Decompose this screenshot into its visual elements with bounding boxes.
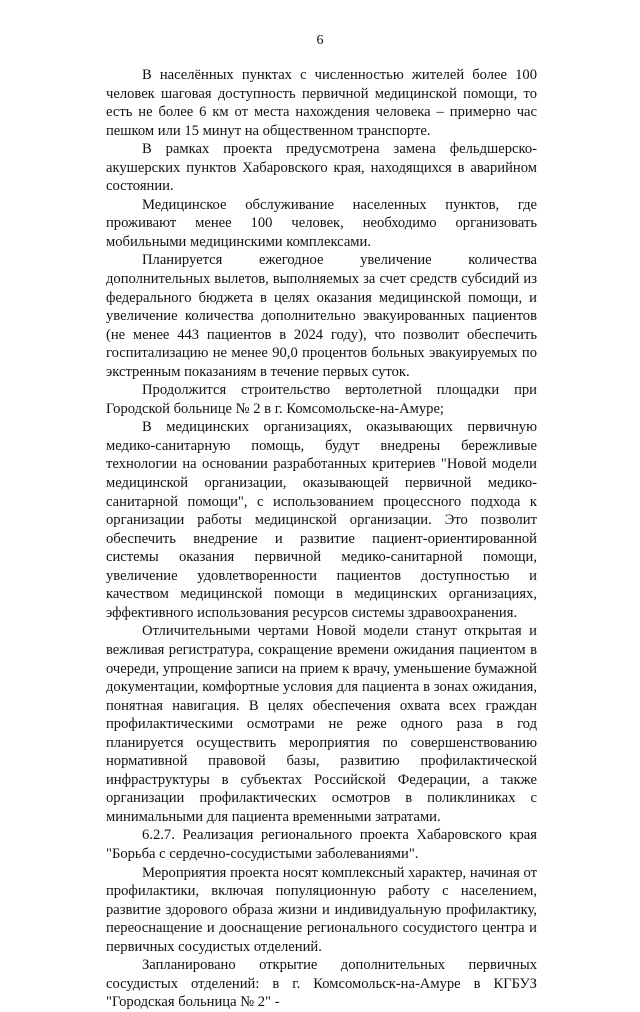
paragraph-lean-technologies: В медицинских организациях, оказывающих первичную медико-санитарную помощь, будут внедрены бережливые технологии на основании разработанных критериев "Новой модели медицинской организации, оказывающей первичной медико-санитарной помощи", с использованием процессного подхода к организации работы медицинской организации. Это позволит обеспечить внедрение и развитие пациент-ориентированной системы оказания первичной медико-санитарной помощи, увеличение удовлетворенности пациентов доступностью и качеством медицинской помощи в медицинских организациях, эффективного использования ресурсов системы здравоохранения. xyxy=(106,419,537,621)
paragraph-fap-replacement: В рамках проекта предусмотрена замена фельдшерско-акушерских пунктов Хабаровского края, находящихся в аварийном состоянии. xyxy=(106,141,537,195)
paragraph-new-model-features: Отличительными чертами Новой модели станут открытая и вежливая регистратура, сокращение времени ожидания пациентом в очереди, упрощение записи на прием к врачу, уменьшение бумажной документации, комфортные условия для пациента в зонах ожидания, понятная навигация. В целях обеспечения охвата всех граждан профилактическими осмотрами не реже одного раза в год планируется осуществить мероприятия по совершенствованию нормативной правовой базы, развитию профилактической инфраструктуры в субъектах Российской Федерации, а также организации профилактических осмотров в поликлиниках с минимальными для пациента временными затратами. xyxy=(106,623,537,825)
page-number: 6 xyxy=(316,33,324,48)
paragraph-walking-distance: В населённых пунктах с численностью жителей более 100 человек шаговая доступность первичной медицинской помощи, то есть не более 6 км от места нахождения человека – примерно час пешком или 15 минут на общественном транспорте. xyxy=(106,67,537,139)
document-body xyxy=(106,66,537,1012)
paragraph-mobile-complexes: Медицинское обслуживание населенных пунктов, где проживают менее 100 человек, необходимо организовать мобильными медицинскими комплексами. xyxy=(106,196,537,250)
paragraph-vascular-departments: Запланировано открытие дополнительных первичных сосудистых отделений: в г. Комсомольск-на-Амуре в КГБУЗ "Городская больница № 2" - xyxy=(106,957,537,1011)
paragraph-project-activities: Мероприятия проекта носят комплексный характер, начиная от профилактики, включая популяционную работу с населением, развитие здорового образа жизни и индивидуальную профилактику, переоснащение и дооснащение регионального сосудистого центра и первичных сосудистых отделений. xyxy=(106,864,537,955)
paragraph-air-ambulance: Планируется ежегодное увеличение количества дополнительных вылетов, выполняемых за счет средств субсидий из федерального бюджета в целях оказания медицинской помощи, и увеличение количества дополнительно эвакуированных пациентов (не менее 443 пациентов в 2024 году), что позволит обеспечить госпитализацию не менее 90,0 процентов больных эвакуируемых по экстренным показаниям в течение первых суток. xyxy=(106,252,537,380)
paragraph-helipad: Продолжится строительство вертолетной площадки при Городской больнице № 2 в г. Комсомольске-на-Амуре; xyxy=(106,382,537,417)
section-heading-6-2-7: 6.2.7. Реализация регионального проекта Хабаровского края "Борьба с сердечно-сосудистыми заболеваниями". xyxy=(106,827,537,862)
